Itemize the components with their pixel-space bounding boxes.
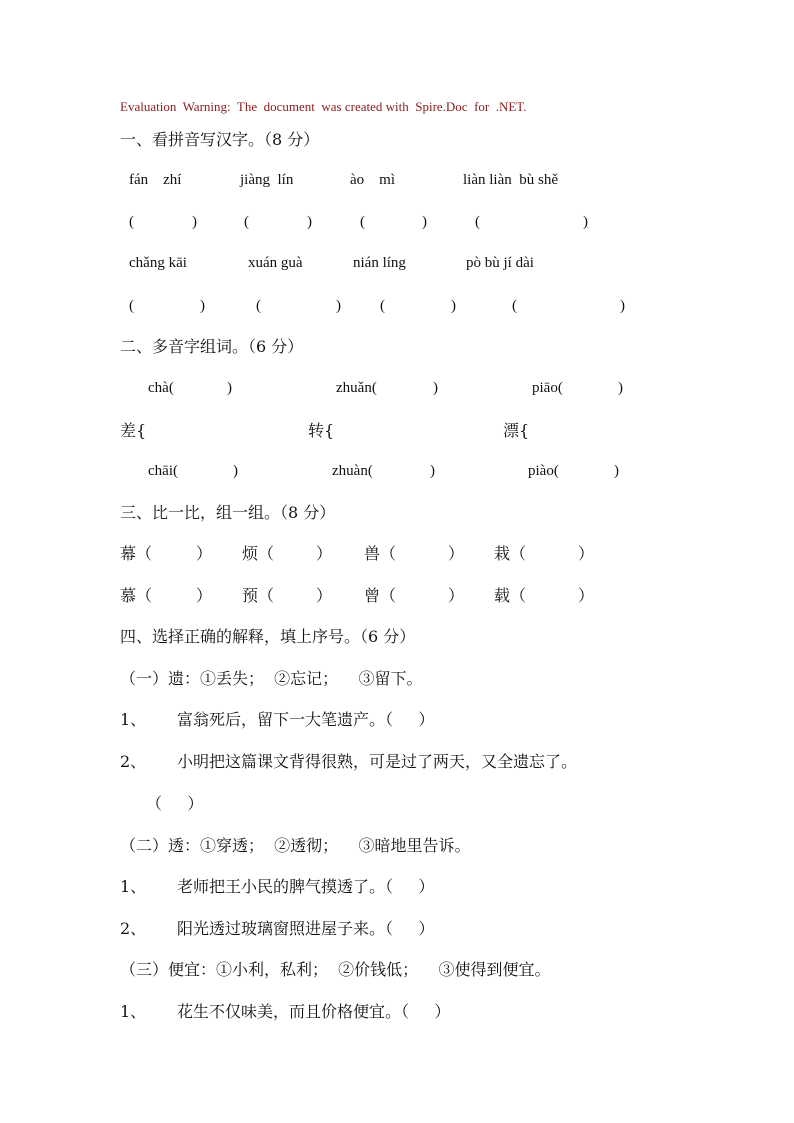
blank-close: ) — [422, 214, 427, 230]
pinyin-item: nián líng — [353, 255, 406, 271]
blank-close: ） — [578, 544, 595, 563]
blank-open: ( — [244, 214, 249, 230]
question-number: 1、 — [120, 877, 147, 896]
definition-group: （一）遗：①丢失； ②忘记； ③留下。 — [120, 669, 423, 688]
blank-close: ) — [433, 380, 438, 396]
question-number: 2、 — [120, 752, 147, 771]
question-number: 1、 — [120, 710, 147, 729]
polyphone-char: 转{ — [308, 421, 335, 440]
polyphone-char: 漂{ — [503, 421, 530, 440]
question-text: 小明把这篇课文背得很熟，可是过了两天，又全遗忘了。 — [177, 752, 578, 771]
blank-close: ) — [614, 463, 619, 479]
blank-close: ) — [192, 214, 197, 230]
blank-open: ( — [512, 298, 517, 314]
pinyin-item: pò bù jí dài — [466, 255, 534, 271]
section-4-heading: 四、选择正确的解释，填上序号。（6 分） — [120, 627, 416, 646]
evaluation-warning: Evaluation Warning: The document was created with Spire.Doc for .NET. — [120, 99, 527, 114]
blank-open: ( — [360, 214, 365, 230]
blank-close: ) — [227, 380, 232, 396]
compare-char: 载（ — [494, 586, 527, 605]
blank-close: ） — [448, 586, 465, 605]
polyphone-reading: zhuàn( — [332, 463, 373, 479]
question-number: 2、 — [120, 919, 147, 938]
question-text: 花生不仅味美，而且价格便宜。（ ） — [177, 1002, 451, 1021]
pinyin-item: chǎng kāi — [129, 255, 187, 271]
blank-close: ) — [583, 214, 588, 230]
section-2-heading: 二、多音字组词。（6 分） — [120, 337, 304, 356]
pinyin-item: liàn liàn bù shě — [463, 172, 558, 188]
blank-close: ) — [620, 298, 625, 314]
blank-open: ( — [129, 214, 134, 230]
compare-char: 慕（ — [120, 586, 153, 605]
blank-close: ） — [196, 586, 213, 605]
blank-open: ( — [129, 298, 134, 314]
pinyin-item: fán zhí — [129, 172, 182, 188]
section-3-heading: 三、比一比，组一组。（8 分） — [120, 503, 336, 522]
polyphone-reading: zhuǎn( — [336, 380, 377, 396]
blank-close: ) — [336, 298, 341, 314]
blank-close: ） — [316, 586, 333, 605]
polyphone-char: 差{ — [120, 421, 147, 440]
blank-open: ( — [475, 214, 480, 230]
polyphone-reading: chà( — [148, 380, 174, 396]
question-text: 老师把王小民的脾气摸透了。（ ） — [177, 877, 435, 896]
compare-char: 栽（ — [494, 544, 527, 563]
polyphone-reading: piāo( — [532, 380, 563, 396]
definition-group: （三）便宜：①小利，私利； ②价钱低； ③使得到便宜。 — [120, 960, 551, 979]
blank-close: ) — [307, 214, 312, 230]
blank-close: ) — [200, 298, 205, 314]
blank-open: ( — [380, 298, 385, 314]
blank-close: ） — [316, 544, 333, 563]
section-1-heading: 一、看拼音写汉字。（8 分） — [120, 130, 320, 149]
blank-close: ) — [451, 298, 456, 314]
question-number: 1、 — [120, 1002, 147, 1021]
blank-close: ） — [448, 544, 465, 563]
compare-char: 兽（ — [364, 544, 397, 563]
blank-close: ） — [196, 544, 213, 563]
pinyin-item: xuán guà — [248, 255, 303, 271]
definition-group: （二）透：①穿透； ②透彻； ③暗地里告诉。 — [120, 836, 471, 855]
compare-char: 曾（ — [364, 586, 397, 605]
blank-open: ( — [256, 298, 261, 314]
blank-close: ) — [233, 463, 238, 479]
polyphone-reading: piào( — [528, 463, 559, 479]
compare-char: 烦（ — [242, 544, 275, 563]
polyphone-reading: chāi( — [148, 463, 178, 479]
answer-blank: （ ） — [146, 794, 204, 813]
blank-close: ) — [618, 380, 623, 396]
question-text: 阳光透过玻璃窗照进屋子来。（ ） — [177, 919, 435, 938]
pinyin-item: ào mì — [350, 172, 395, 188]
blank-close: ） — [578, 586, 595, 605]
question-text: 富翁死后，留下一大笔遗产。（ ） — [177, 710, 435, 729]
blank-close: ) — [430, 463, 435, 479]
pinyin-item: jiàng lín — [240, 172, 294, 188]
compare-char: 幕（ — [120, 544, 153, 563]
compare-char: 预（ — [242, 586, 275, 605]
